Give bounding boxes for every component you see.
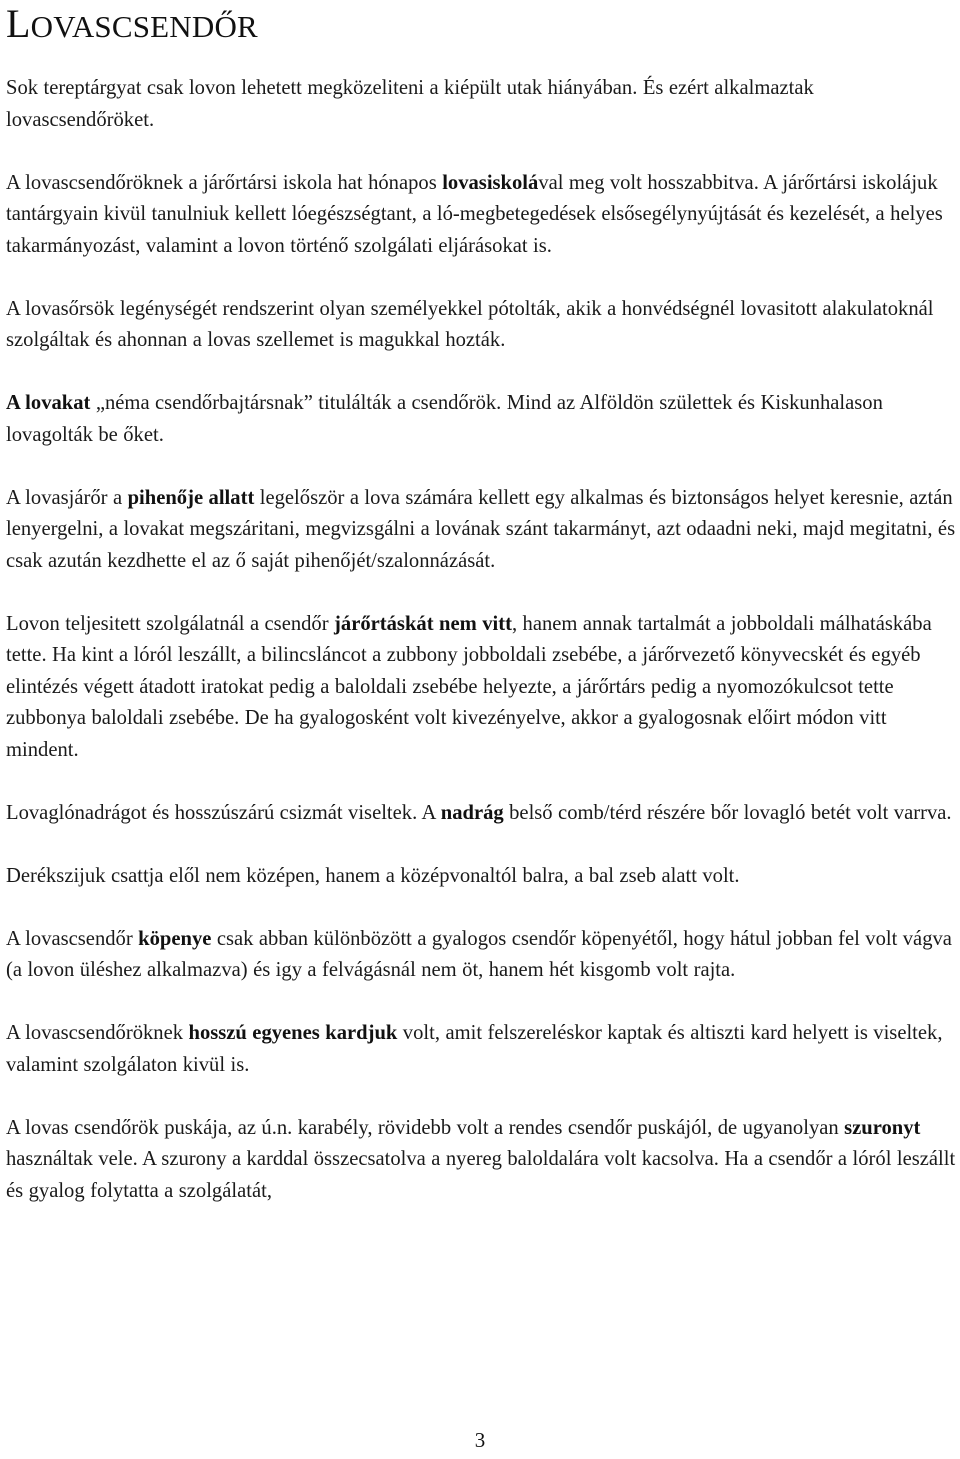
paragraph-text: belső comb/térd részére bőr lovagló betét volt varrva. (503, 801, 952, 824)
page-number: 3 (474, 1428, 486, 1452)
paragraph-training (6, 168, 956, 263)
paragraph-text: „néma csendőrbajtársnak” titulálták a csendőrök. Mind az Alföldön születtek és Kiskunhalason lovagolták be őket. (6, 392, 883, 446)
paragraph-intro: Sok tereptárgyat csak lovon lehetett megközeliteni a kiépült utak hiányában. És ezért alkalmaztak lovascsendőröket. (6, 77, 814, 131)
paragraph-text: Lovon teljesitett szolgálatnál a csendőr (6, 612, 335, 635)
paragraph-text: Lovaglónadrágot és hosszúszárú csizmát viseltek. A (6, 801, 441, 824)
paragraph-text: volt, amit felszereléskor kaptak és altiszti kard helyett is viseltek, valamint szolgálaton kivül is. (6, 1022, 943, 1076)
document-page (6, 0, 956, 1207)
paragraph-text: használtak vele. A szurony a karddal összecsatolva a nyereg baloldalára volt kacsolva. Ha a csendőr a lóról leszállt és gyalog folytatta a szolgálatát, (6, 1148, 956, 1202)
paragraph-sword (6, 1018, 956, 1081)
bold-term: pihenője allatt (127, 486, 255, 509)
bold-term: járőrtáskát nem vitt (334, 612, 512, 635)
page-title (6, 0, 956, 47)
paragraph-text: A lovasjárőr a (6, 486, 128, 509)
paragraph-text: legelőször a lova számára kellett egy alkalmas és biztonságos helyet keresnie, aztán lenyergelni, a lovakat megszáritani, megvizsgálni a lovának szánt takarmányt, azt odaadni neki, majd megitatni, és csak azután kezdhette el az ő saját pihenőjét/szalonnázását. (6, 486, 956, 572)
paragraph-text: A lovascsendőröknek (6, 1022, 189, 1044)
paragraph-coat (6, 924, 956, 987)
paragraph-trousers (6, 798, 956, 830)
bold-term: nadrág (440, 801, 504, 824)
paragraph-rifle (6, 1113, 956, 1208)
paragraph-belt: Derékszijuk csattja elől nem középen, hanem a középvonaltól balra, a bal zseb alatt volt. (6, 864, 740, 887)
paragraph-text: val meg volt hosszabbitva. A járőrtársi iskolájuk tantárgyain kivül tanulniuk kellett lóegészségtant, a ló-megbetegedések elsősegélynyújtását és kezelését, a helyes takarmányozást, valamint a lovon történő szolgálati eljárásokat is. (6, 171, 943, 257)
bold-term: A lovakat (6, 392, 91, 414)
title-initial: L (6, 1, 31, 46)
paragraph-text: csak abban különbözött a gyalogos csendőr köpenyétől, hogy hátul jobban fel volt vágva (a lovon üléshez alkalmazva) és igy a felvágásnál nem öt, hanem hét kisgomb volt rajta. (6, 927, 952, 981)
paragraph-rest (6, 483, 956, 578)
bold-term: lovasiskolá (442, 171, 539, 194)
bold-term: szuronyt (844, 1116, 921, 1139)
paragraph-personnel: A lovasőrsök legénységét rendszerint olyan személyekkel pótolták, akik a honvédségnél lovasitott alakulatoknál szolgáltak és ahonnan a lovas szellemet is magukkal hozták. (6, 297, 934, 351)
bold-term: köpenye (138, 927, 212, 950)
paragraph-text: A lovas csendőrök puskája, az ú.n. karabély, rövidebb volt a rendes csendőr puskájól, de ugyanolyan (6, 1116, 845, 1139)
paragraph-horses (6, 388, 956, 451)
paragraph-text: , hanem annak tartalmát a jobboldali málhatáskába tette. Ha kint a lóról leszállt, a bilincsláncot a zubbony jobboldali zsebébe, a járőrvezető könyvecskét és egyéb elintézés végett átadott iratokat pedig a baloldali zsebébe helyezte, a járőrtárs pedig a nyomozókulcsot tette zubbonya baloldali zsebébe. De ha gyalogosként volt kivezényelve, akkor a gyalogosnak előirt módon vitt mindent. (6, 612, 932, 761)
paragraph-text: A lovascsendőröknek a járőrtársi iskola hat hónapos (6, 171, 443, 194)
title-rest: OVASCSENDŐR (30, 9, 258, 44)
paragraph-patrol-bag (6, 609, 956, 767)
bold-term: hosszú egyenes kardjuk (188, 1022, 398, 1044)
paragraph-text: A lovascsendőr (6, 927, 139, 950)
